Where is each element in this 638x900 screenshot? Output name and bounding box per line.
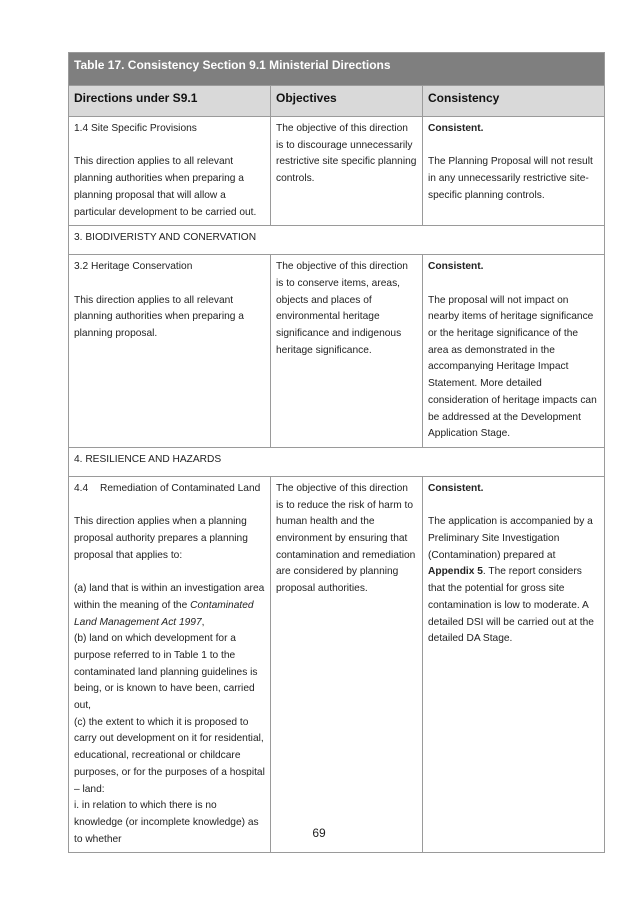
- table-title-row: [69, 53, 605, 86]
- direction-title: 1.4 Site Specific Provisions: [74, 123, 197, 134]
- header-directions: Directions under S9.1: [69, 86, 271, 117]
- table-row: [69, 117, 605, 226]
- direction-cell: [69, 117, 271, 226]
- direction-title-line: [74, 481, 265, 498]
- objective-text: The objective of this direction is to conserve items, areas, objects and places of environmental heritage significance and indigenous heritage significance.: [276, 261, 408, 356]
- direction-text: This direction applies when a planning proposal authority prepares a planning proposal that applies to:: [74, 516, 248, 561]
- consistency-text: The Planning Proposal will not result in any unnecessarily restrictive site-specific planning controls.: [428, 156, 593, 201]
- direction-item-c: (c) the extent to which it is proposed to carry out development on it for residential, educational, recreational or childcare purposes, or for the purposes of a hospital – land:: [74, 716, 265, 795]
- objective-cell: [271, 476, 423, 852]
- direction-item-i: i. in relation to which there is no knowledge (or incomplete knowledge) as to whether: [74, 800, 259, 845]
- direction-item-a: (a) land that is within an investigation area within the meaning of the Contaminated Land Management Act 1997,: [74, 583, 265, 628]
- consistency-label: Consistent.: [428, 482, 484, 494]
- objective-text: The objective of this direction is to reduce the risk of harm to human health and the environment by ensuring that contamination and remediation are considered by planning proposal authorities.: [276, 482, 416, 595]
- act-name: Contaminated Land Management Act 1997: [74, 599, 254, 628]
- table-header-row: [69, 86, 605, 117]
- objective-cell: [271, 117, 423, 226]
- direction-text: This direction applies to all relevant planning authorities when preparing a planning proposal.: [74, 294, 244, 339]
- appendix-reference: Appendix 5: [428, 566, 483, 578]
- table-row: [69, 476, 605, 852]
- table-title: Table 17. Consistency Section 9.1 Ministerial Directions: [69, 53, 605, 86]
- consistency-text: The proposal will not impact on nearby items of heritage significance or the heritage significance of the area as demonstrated in the accompanying Heritage Impact Statement. More detailed consideration of heritage impacts can be addressed at the Development Application Stage.: [428, 294, 597, 440]
- page-number: 69: [312, 826, 326, 840]
- direction-cell: [69, 476, 271, 852]
- header-consistency: Consistency: [423, 86, 605, 117]
- consistency-cell: [423, 117, 605, 226]
- header-objectives: Objectives: [271, 86, 423, 117]
- consistency-label: Consistent.: [428, 261, 484, 273]
- ministerial-directions-table: [68, 52, 605, 853]
- section-heading: 3. BIODIVERISTY AND CONERVATION: [69, 226, 605, 255]
- table-row: [69, 255, 605, 448]
- direction-number: 4.4: [74, 482, 89, 494]
- direction-title: Remediation of Contaminated Land: [100, 482, 261, 494]
- direction-item-b: (b) land on which development for a purpose referred to in Table 1 to the contaminated land planning guidelines is being, or is known to have been, carried out,: [74, 633, 258, 712]
- direction-cell: [69, 255, 271, 448]
- objective-text: The objective of this direction is to discourage unnecessarily restrictive site specific planning controls.: [276, 123, 417, 185]
- consistency-cell: [423, 255, 605, 448]
- direction-text: This direction applies to all relevant planning authorities when preparing a planning proposal that will allow a particular development to be carried out.: [74, 156, 257, 218]
- consistency-label: Consistent.: [428, 123, 484, 134]
- section-row: [69, 447, 605, 476]
- objective-cell: [271, 255, 423, 448]
- section-row: [69, 226, 605, 255]
- consistency-text: The application is accompanied by a Preliminary Site Investigation (Contamination) prepared at Appendix 5. The report considers that the potential for gross site contamination is low to moderate. A detailed DSI will be carried out at the detailed DA Stage.: [428, 516, 594, 645]
- direction-title: 3.2 Heritage Conservation: [74, 261, 193, 273]
- consistency-cell: [423, 476, 605, 852]
- section-heading: 4. RESILIENCE AND HAZARDS: [69, 447, 605, 476]
